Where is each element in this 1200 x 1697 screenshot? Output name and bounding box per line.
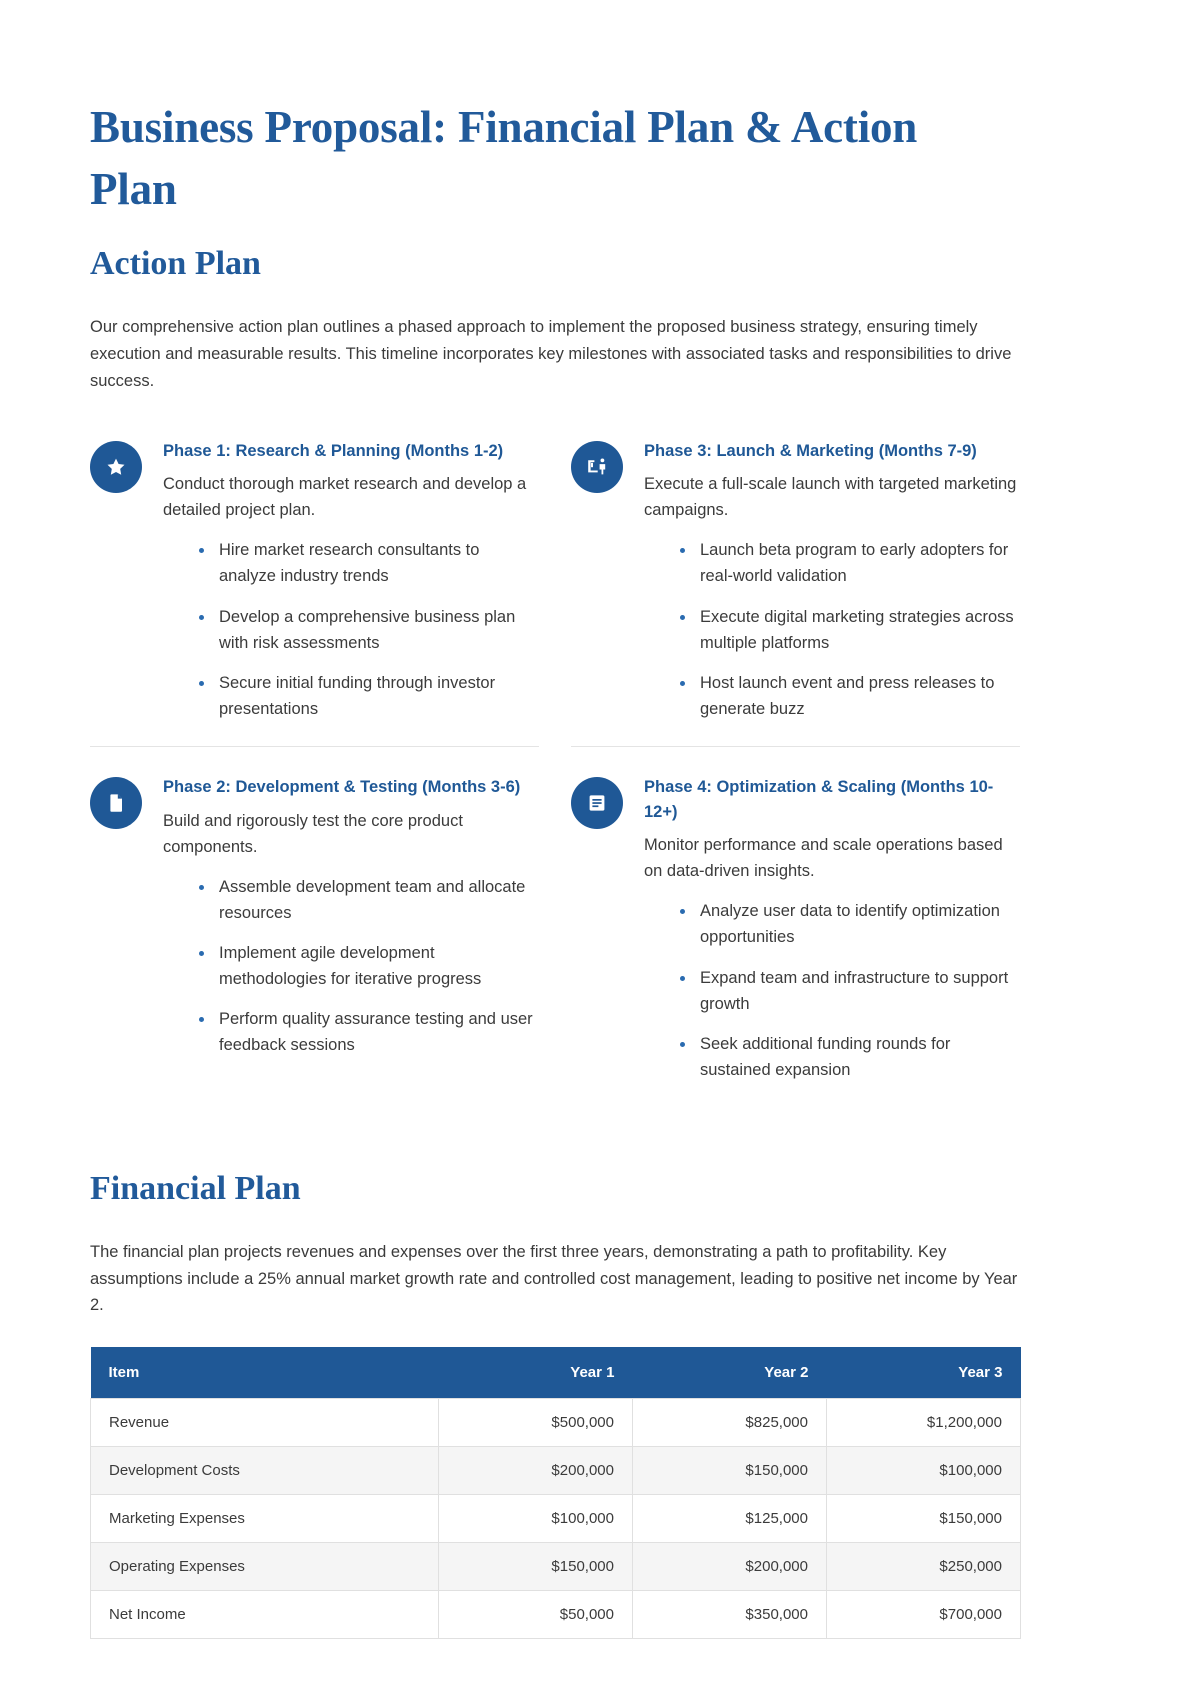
financial-table: [90, 1347, 1021, 1639]
cell-year2: $825,000: [633, 1399, 827, 1447]
financial-plan-intro-paragraph: The financial plan projects revenues and expenses over the first three years, demonstrating a path to profitability. Key assumptions include a 25% annual market growth rate and controlled cost management, leading to positive net income by Year 2.: [90, 1242, 1018, 1315]
list-item: Perform quality assurance testing and user feedback sessions: [197, 1006, 539, 1058]
phase-heading-4: Phase 4: Optimization & Scaling (Months 10-12+): [644, 777, 994, 821]
table-row: [91, 1543, 1021, 1591]
financial-plan-section: [90, 1167, 1020, 1639]
cell-year1: $100,000: [439, 1495, 633, 1543]
cell-year3: $100,000: [827, 1447, 1021, 1495]
list-item: Analyze user data to identify optimization opportunities: [678, 898, 1020, 950]
list-item: Hire market research consultants to analyze industry trends: [197, 537, 539, 589]
phase-body-3: [644, 439, 1020, 722]
page-title: Business Proposal: Financial Plan & Action Plan: [90, 102, 918, 215]
list-item: Execute digital marketing strategies across multiple platforms: [678, 604, 1020, 656]
phase-heading-3: Phase 3: Launch & Marketing (Months 7-9): [644, 441, 977, 460]
phase-description-4: Monitor performance and scale operations based on data-driven insights.: [644, 836, 1003, 881]
phase-heading-2: Phase 2: Development & Testing (Months 3-6): [163, 777, 521, 796]
phase-bullet-list-4: [644, 898, 1020, 1082]
phase-card-4: [571, 746, 1020, 1107]
presentation-person-icon: [571, 441, 623, 493]
cell-year2: $150,000: [633, 1447, 827, 1495]
section-heading-financial-plan: Financial Plan: [90, 1169, 301, 1207]
list-item: Host launch event and press releases to generate buzz: [678, 670, 1020, 722]
cell-year3: $250,000: [827, 1543, 1021, 1591]
table-row: [91, 1495, 1021, 1543]
cell-item: Development Costs: [91, 1447, 439, 1495]
cell-year1: $150,000: [439, 1543, 633, 1591]
cell-year3: $150,000: [827, 1495, 1021, 1543]
phase-card-2: [90, 746, 539, 1107]
phase-bullet-list-1: [163, 537, 539, 721]
cell-year3: $700,000: [827, 1591, 1021, 1639]
cell-item: Net Income: [91, 1591, 439, 1639]
phase-grid: [90, 419, 1020, 1107]
phase-bullet-list-2: [163, 874, 539, 1058]
table-row: [91, 1399, 1021, 1447]
list-item: Launch beta program to early adopters for real-world validation: [678, 537, 1020, 589]
column-header-year3: Year 3: [827, 1347, 1021, 1399]
cell-item: Operating Expenses: [91, 1543, 439, 1591]
financial-table-header: [91, 1347, 1021, 1399]
column-header-item: Item: [91, 1347, 439, 1399]
list-item: Expand team and infrastructure to support growth: [678, 965, 1020, 1017]
star-icon: [90, 441, 142, 493]
table-header-row: [91, 1347, 1021, 1399]
table-row: [91, 1447, 1021, 1495]
phase-body-2: [163, 775, 539, 1058]
cell-year3: $1,200,000: [827, 1399, 1021, 1447]
cell-item: Revenue: [91, 1399, 439, 1447]
document-content: [90, 96, 1020, 1639]
table-row: [91, 1591, 1021, 1639]
list-item: Implement agile development methodologies for iterative progress: [197, 940, 539, 992]
section-heading-action-plan: Action Plan: [90, 245, 261, 283]
phase-description-2: Build and rigorously test the core product components.: [163, 811, 463, 856]
cell-year1: $500,000: [439, 1399, 633, 1447]
cell-year2: $350,000: [633, 1591, 827, 1639]
list-item: Develop a comprehensive business plan with risk assessments: [197, 604, 539, 656]
phase-body-4: [644, 775, 1020, 1083]
phase-description-3: Execute a full-scale launch with targeted marketing campaigns.: [644, 475, 1017, 520]
list-item: Assemble development team and allocate resources: [197, 874, 539, 926]
phase-card-1: [90, 419, 539, 746]
phase-body-1: [163, 439, 539, 722]
action-plan-intro-paragraph: Our comprehensive action plan outlines a phased approach to implement the proposed business strategy, ensuring timely execution and measurable results. This timeline incorporates key milestones with associated tasks and responsibilities to drive success.: [90, 318, 1012, 390]
cell-year1: $50,000: [439, 1591, 633, 1639]
phase-card-3: [571, 419, 1020, 746]
cell-year2: $125,000: [633, 1495, 827, 1543]
phase-description-1: Conduct thorough market research and develop a detailed project plan.: [163, 475, 527, 520]
cell-year1: $200,000: [439, 1447, 633, 1495]
document-icon: [90, 777, 142, 829]
cell-item: Marketing Expenses: [91, 1495, 439, 1543]
column-header-year1: Year 1: [439, 1347, 633, 1399]
financial-table-body: [91, 1399, 1021, 1639]
phase-heading-1: Phase 1: Research & Planning (Months 1-2): [163, 441, 504, 460]
phase-bullet-list-3: [644, 537, 1020, 721]
cell-year2: $200,000: [633, 1543, 827, 1591]
document-lines-icon: [571, 777, 623, 829]
column-header-year2: Year 2: [633, 1347, 827, 1399]
list-item: Secure initial funding through investor presentations: [197, 670, 539, 722]
list-item: Seek additional funding rounds for sustained expansion: [678, 1031, 1020, 1083]
